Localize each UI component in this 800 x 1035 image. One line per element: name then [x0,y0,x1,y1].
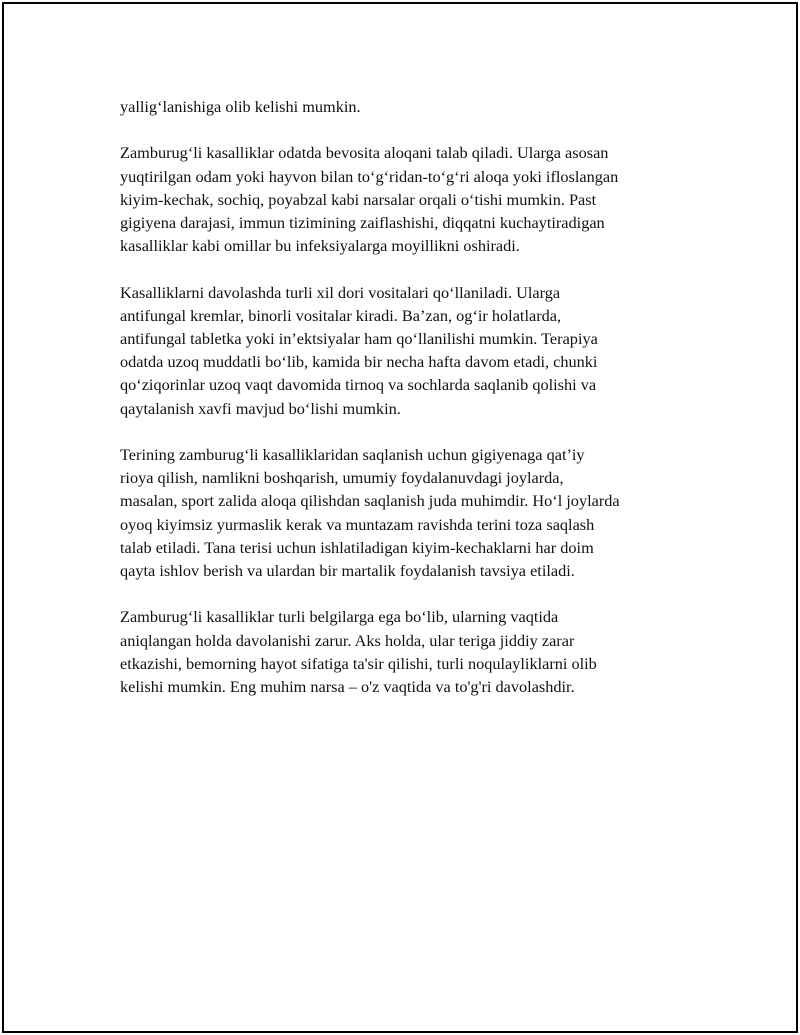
text-line: qayta ishlov berish va ulardan bir martalik foydalanish tavsiya etiladi. [120,561,575,581]
text-line: kiyim-kechak, sochiq, poyabzal kabi narsalar orqali o‘tishi mumkin. Past [120,189,597,209]
text-line: yuqtirilgan odam yoki hayvon bilan to‘g‘ridan-to‘g‘ri aloqa yoki ifloslangan [120,166,619,186]
text-line: kasalliklar kabi omillar bu infeksiyalarga moyillikni oshiradi. [120,236,520,256]
paragraph-5 [120,605,700,698]
text-line: masalan, sport zalida aloqa qilishdan saqlanish juda muhimdir. Ho‘l joylarda [120,491,620,511]
text-line: antifungal kremlar, binorli vositalar kiradi. Ba’zan, og‘ir holatlarda, [120,305,562,325]
paragraph-2 [120,141,700,257]
text-line: talab etiladi. Tana terisi uchun ishlatiladigan kiyim-kechaklarni har doim [120,537,594,557]
paragraph-4 [120,443,700,582]
text-line: yallig‘lanishiga olib kelishi mumkin. [120,97,361,116]
text-line: oyoq kiyimsiz yurmaslik kerak va muntazam ravishda terini toza saqlash [120,514,595,534]
paragraph-1 [120,95,700,118]
text-line: Terining zamburug‘li kasalliklaridan saqlanish uchun gigiyenaga qat’iy [120,445,585,464]
text-line: odatda uzoq muddatli bo‘lib, kamida bir necha hafta davom etadi, chunki [120,352,598,372]
text-line: antifungal tabletka yoki in’ektsiyalar ham qo‘llanilishi mumkin. Terapiya [120,329,598,348]
text-line: rioya qilish, namlikni boshqarish, umumiy foydalanuvdagi joylarda, [120,468,564,488]
text-line: aniqlangan holda davolanishi zarur. Aks holda, ular teriga jiddiy zarar [120,630,575,650]
paragraph-3 [120,281,700,420]
text-line: qaytalanish xavfi mavjud bo‘lishi mumkin. [120,398,401,418]
text-line: Zamburug‘li kasalliklar odatda bevosita aloqani talab qiladi. Ularga asosan [120,143,609,163]
text-line: Zamburug‘li kasalliklar turli belgilarga ega bo‘lib, ularning vaqtida [120,607,559,627]
document-page [2,2,798,1033]
text-line: qo‘ziqorinlar uzoq vaqt davomida tirnoq va sochlarda saqlanib qolishi va [120,375,597,395]
text-line: kelishi mumkin. Eng muhim narsa – o'z vaqtida va to'g'ri davolashdir. [120,677,575,697]
text-line: Kasalliklarni davolashda turli xil dori vositalari qo‘llaniladi. Ularga [120,282,561,302]
text-line: gigiyena darajasi, immun tizimining zaiflashishi, diqqatni kuchaytiradigan [120,213,605,232]
document-body [120,95,700,721]
text-line: etkazishi, bemorning hayot sifatiga ta'sir qilishi, turli noqulayliklarni olib [120,653,597,673]
